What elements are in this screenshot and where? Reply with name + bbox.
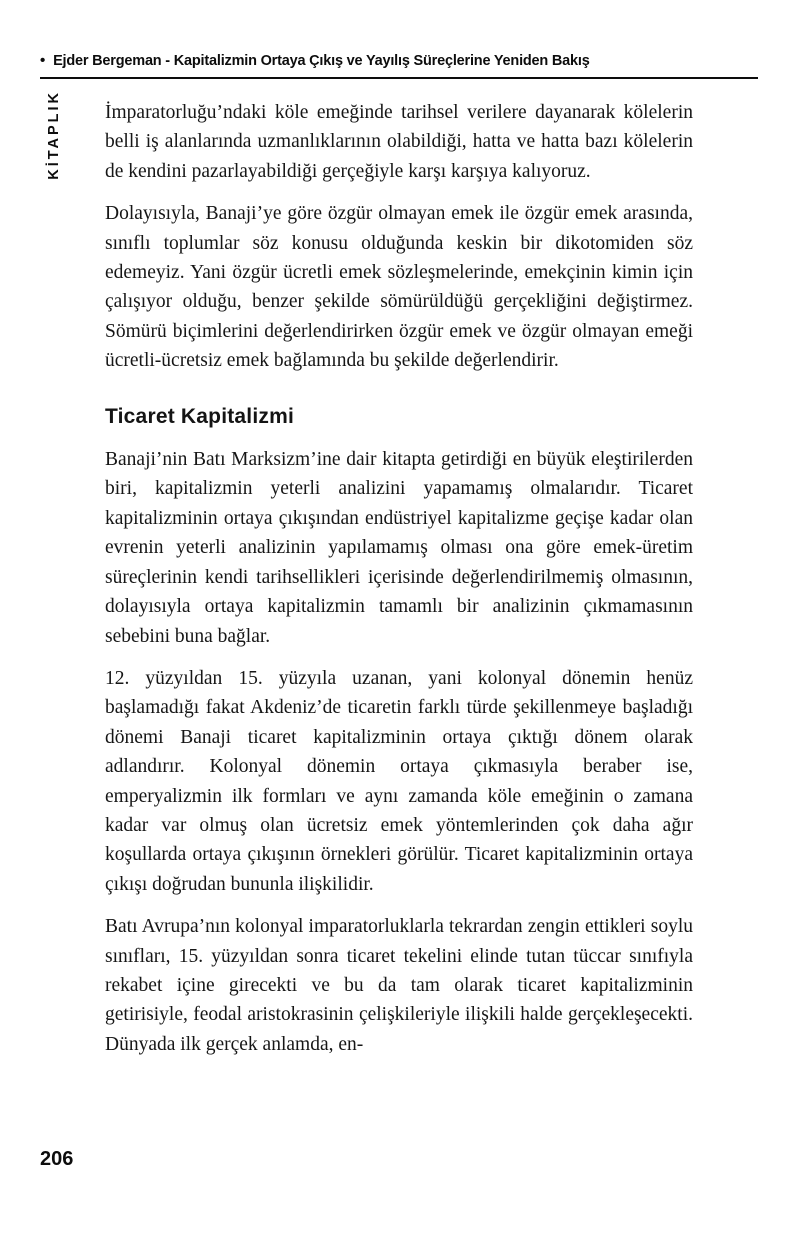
header-bullet: • <box>40 52 46 69</box>
body-text-column <box>105 98 693 1072</box>
paragraph-2: Dolayısıyla, Banaji’ye göre özgür olmayan emek ile özgür emek arasında, sınıflı toplumlar söz konusu olduğunda keskin bir dikotomiden söz edemeyiz. Yani özgür ücretli emek sözleşmelerinde, emekçinin kimin için çalışıyor olduğu, benzer şekilde sömürüldüğü gerçekliğini değiştirmez. Sömürü biçimlerini değerlendirirken özgür emek ve özgür olmayan emeği ücretli-ücretsiz emek bağlamında bu şekilde değerlendirir. <box>105 203 693 372</box>
header-author: Ejder Bergeman - <box>53 53 174 69</box>
paragraph-5: Batı Avrupa’nın kolonyal imparatorluklarla tekrardan zengin ettikleri soylu sınıfları, 15. yüzyıldan sonra ticaret tekelini elinde tutan tüccar sınıfıyla rekabet içine girecekti ve bu da tam olarak ticaret kapitalizminin getirisiyle, feodal aristokrasinin çelişkileriyle ilişkili halde gerçekleşecekti. Dünyada ilk gerçek anlamda, en- <box>105 916 693 1055</box>
paragraph-4: 12. yüzyıldan 15. yüzyıla uzanan, yani kolonyal dönemin henüz başlamadığı fakat Akdeniz’de ticaretin farklı türde şekillenmeye başladığı dönemi Banaji ticaret kapitalizminin ortaya çıktığı dönem olarak adlandırır. Kolonyal dönemin ortaya çıkmasıyla beraber ise, emperyalizmin ilk formları ve aynı zamanda köle emeğinin o zamana kadar var olmuş olan ücretsiz emek yöntemlerinden çok daha ağır koşullarda ortaya çıkışının örnekleri görülür. Ticaret kapitalizminin ortaya çıkışı doğrudan bununla ilişkilidir. <box>105 667 693 895</box>
header-title: Kapitalizmin Ortaya Çıkış ve Yayılış Süreçlerine Yeniden Bakış <box>173 53 590 69</box>
page-number: 206 <box>40 1148 74 1170</box>
section-heading: Ticaret Kapitalizmi <box>105 404 294 428</box>
running-header <box>40 52 758 79</box>
margin-label-kitaplik: KİTAPLIK <box>46 90 62 180</box>
paragraph-1: İmparatorluğu’ndaki köle emeğinde tarihsel verilere dayanarak kölelerin belli iş alanlarında uzmanlıklarının olabildiği, hatta ve hatta bazı kölelerin de kendini pazarlayabildiği gerçeğiyle karşı karşıya kalıyoruz. <box>105 102 693 182</box>
paragraph-3: Banaji’nin Batı Marksizm’ine dair kitapta getirdiği en büyük eleştirilerden biri, kapitalizmin yeterli analizini yapamamış olmalarıdır. Ticaret kapitalizminin ortaya çıkışından endüstriyel kapitalizme geçişe kadar olan evrenin yeterli analizinin yapılamamış olması ona göre emek-üretim süreçlerinin kendi tarihsellikleri içerisinde değerlendirilmemiş olmasının, dolayısıyla ortaya kapitalizmin tamamlı bir analizinin çıkmamasının sebebini buna bağlar. <box>105 449 693 647</box>
